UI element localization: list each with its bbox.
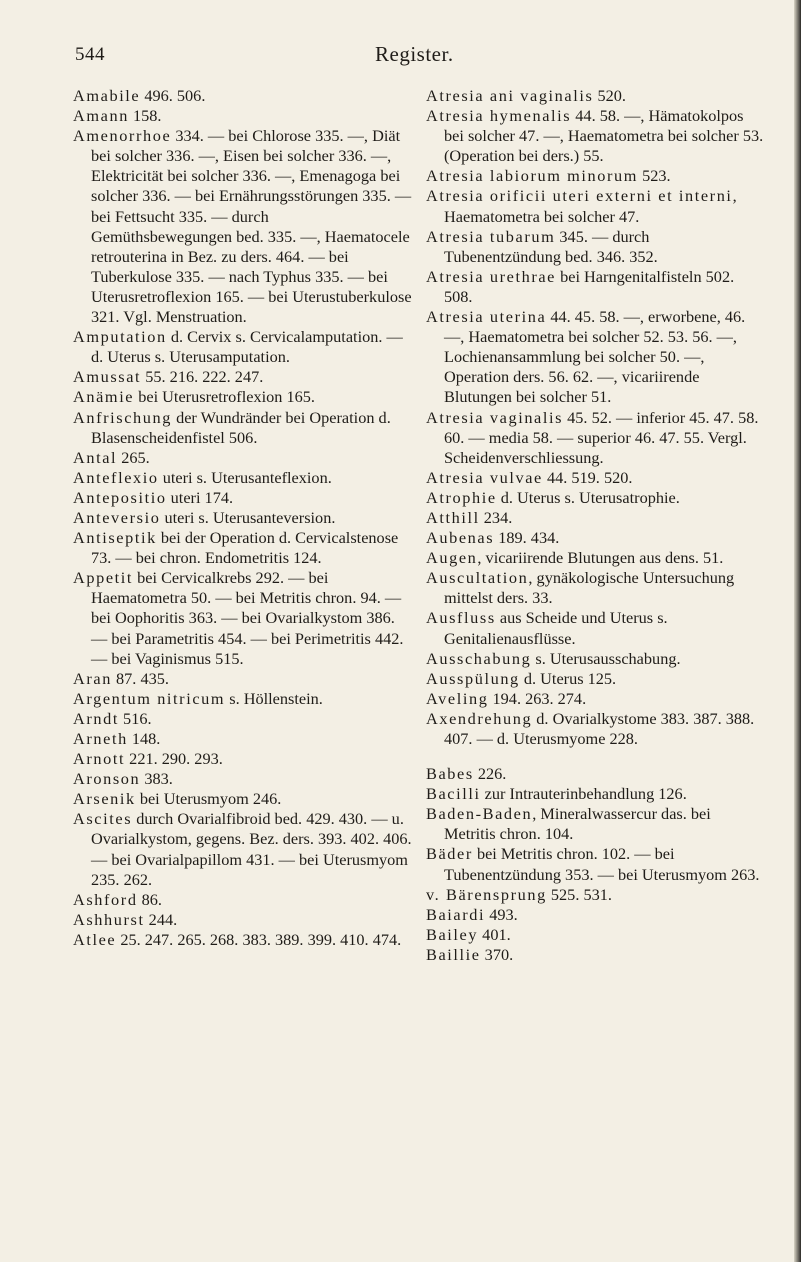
index-references: bei Metritis chron. 102. — bei Tubenentzündung 353. — bei Uterusmyom 263. [444, 844, 760, 884]
index-references: uteri s. Uterusanteversion. [160, 507, 336, 527]
index-entry [426, 86, 766, 106]
index-references: 516. [118, 708, 152, 728]
index-references: 86. [137, 889, 162, 909]
index-entry [73, 408, 413, 448]
index-term: Aveling [426, 688, 489, 708]
index-term: Atthill [426, 507, 480, 527]
index-entry [73, 528, 413, 568]
index-term: Atrophie [426, 487, 497, 507]
index-term: Arsenik [73, 789, 136, 809]
index-entry [73, 86, 413, 106]
index-term: Baiardi [426, 904, 486, 924]
index-term: Atresia ani vaginalis [426, 86, 594, 105]
index-entry [73, 387, 413, 407]
index-term: Atresia vaginalis [426, 407, 564, 427]
index-term: Atresia tubarum [426, 226, 556, 246]
index-entry [426, 508, 766, 528]
index-term: Ausfluss [426, 608, 496, 628]
index-references: 55. 216. 222. 247. [141, 367, 264, 387]
index-column-left [73, 86, 413, 950]
index-references: bei der Operation d. Cervicalstenose 73. — bei chron. Endometritis 124. [91, 528, 399, 568]
index-references: 44. 519. 520. [542, 467, 633, 487]
index-references: 189. 434. [494, 528, 560, 548]
index-entry [426, 186, 766, 226]
index-references: d. Uterus 125. [519, 668, 617, 688]
index-references: , gynäkologische Untersuchung mittelst ders. 33. [444, 568, 735, 608]
index-references: d. Cervix s. Cervicalamputation. — d. Uterus s. Uterusamputation. [91, 327, 403, 367]
page-edge-shadow [794, 0, 801, 1262]
index-entry [426, 166, 766, 186]
index-term: Bäder [426, 844, 473, 864]
index-entry [73, 789, 413, 809]
index-references: 345. — durch Tubenentzündung bed. 346. 352. [444, 226, 658, 266]
page-number: 544 [75, 44, 105, 65]
index-references: 244. [144, 909, 178, 929]
index-references: 493. [485, 904, 518, 924]
index-references: 194. 263. 274. [488, 688, 587, 708]
index-entry [426, 784, 766, 804]
index-entry [426, 488, 766, 508]
index-entry [426, 709, 766, 749]
index-references: , Haematometra bei solcher 47. [444, 186, 737, 226]
index-term: Bailey [426, 924, 479, 944]
index-references: 334. — bei Chlorose 335. —, Diät bei solcher 336. —, Eisen bei solcher 336. —, Elektricität bei solcher 336. —, Emenagoga bei solcher 336. — bei Ernährungsstörungen 335. — bei Fettsucht 335. — durch Gemüthsbewegungen bed. 335. —, Haematocele retrouterina in Bez. zu ders. 464. — bei Tuberkulose 335. — nach Typhus 335. — bei Uterusretroflexion 165. — bei Uterustuberkulose 321. Vgl. Menstruation. [91, 126, 412, 327]
index-references: zur Intrauterinbehandlung 126. [480, 784, 687, 804]
index-term: Ashhurst [73, 909, 145, 929]
index-entry [426, 408, 766, 468]
index-entry [426, 945, 766, 965]
index-references: bei Uterusretroflexion 165. [134, 387, 315, 407]
index-references: der Wundränder bei Operation d. Blasenscheidenfistel 506. [91, 407, 391, 447]
index-term: Axendrehung [426, 708, 533, 728]
index-references: uteri 174. [166, 487, 234, 507]
index-entry [73, 709, 413, 729]
index-references: 520. [593, 86, 626, 105]
index-term: Augen [426, 548, 478, 568]
index-references: 44. 45. 58. —, erworbene, 46. —, Haematometra bei solcher 52. 53. 56. —, Lochienansammlung bei solcher 50. —, Operation ders. 56. 62. —, vicariirende Blutungen bei solcher 51. [444, 307, 746, 407]
index-term: Ascites [73, 809, 133, 829]
index-references: aus Scheide und Uterus s. Genitalienausflüsse. [444, 608, 668, 648]
index-term: Atresia orificii uteri externi et interni [426, 186, 733, 206]
index-references: 401. [478, 924, 511, 944]
index-term: v. Bärensprung [426, 884, 547, 904]
index-entry [426, 608, 766, 648]
index-term: Amenorrhoe [73, 126, 172, 146]
index-references: bei Cervicalkrebs 292. — bei Haematometra 50. — bei Metritis chron. 94. — bei Oophoritis 363. — bei Ovarialkystom 386. — bei Parametritis 454. — bei Perimetritis 442. — bei Vaginismus 515. [91, 568, 404, 668]
index-term: Atresia labiorum minorum [426, 166, 639, 186]
index-references: 265. [117, 447, 150, 467]
index-entry [73, 367, 413, 387]
index-entry [73, 669, 413, 689]
index-entry [426, 468, 766, 488]
index-entry [73, 769, 413, 789]
index-entry [73, 106, 413, 126]
index-entry [426, 548, 766, 568]
index-entry [426, 227, 766, 267]
index-entry [73, 508, 413, 528]
index-entry [426, 905, 766, 925]
index-references: 221. 290. 293. [125, 749, 223, 769]
index-references: 148. [127, 729, 161, 748]
index-term: Atresia hymenalis [426, 106, 572, 126]
index-entry [426, 844, 766, 884]
index-references: uteri s. Uterusanteflexion. [158, 467, 332, 487]
index-entry [426, 267, 766, 307]
index-term: Amussat [73, 367, 142, 387]
page-heading: Register. [375, 42, 454, 66]
index-references: , vicariirende Blutungen aus dens. 51. [477, 548, 724, 568]
index-entry [426, 804, 766, 844]
index-entry [73, 568, 413, 668]
index-term: Baden-Baden [426, 804, 533, 824]
index-references: , Mineralwassercur das. bei Metritis chron. 104. [444, 804, 711, 844]
index-references: 44. 58. —, Hämatokolpos bei solcher 47. —, Haematometra bei solcher 53. (Operation bei ders.) 55. [444, 106, 764, 166]
index-term: Amann [73, 106, 129, 126]
index-term: Babes [426, 764, 474, 784]
index-references: s. Uterusausschabung. [531, 648, 681, 668]
index-entry [426, 106, 766, 166]
index-term: Ausschabung [426, 648, 532, 668]
index-entry [73, 910, 413, 930]
index-references: 525. 531. [546, 884, 612, 904]
index-entry [426, 669, 766, 689]
index-term: Baillie [426, 944, 481, 964]
index-entry [73, 327, 413, 367]
index-term: Aubenas [426, 528, 495, 548]
index-entry [426, 925, 766, 945]
index-references: 158. [128, 106, 162, 126]
index-references: 226. [473, 764, 507, 784]
index-term: Atresia vulvae [426, 467, 543, 487]
index-entry [73, 890, 413, 910]
index-entry [73, 689, 413, 709]
index-references: bei Uterusmyom 246. [135, 789, 282, 809]
index-term: Aran [73, 668, 112, 688]
index-term: Atresia uterina [426, 307, 547, 327]
index-term: Argentum nitricum [73, 688, 226, 708]
index-entry [73, 930, 413, 950]
index-references: 25. 247. 265. 268. 383. 389. 399. 410. 474. [116, 929, 402, 949]
index-references: 234. [479, 507, 513, 527]
index-entry [73, 448, 413, 468]
index-references: bei Harngenitalfisteln 502. 508. [444, 266, 735, 306]
page-header [0, 40, 801, 70]
index-references: 523. [638, 166, 671, 186]
index-term: Antepositio [73, 487, 167, 507]
index-term: Atresia urethrae [426, 266, 557, 286]
index-entry [426, 764, 766, 784]
index-entry [73, 468, 413, 488]
index-references: 383. [140, 769, 173, 789]
index-entry [426, 568, 766, 608]
index-references: 87. 435. [111, 668, 169, 688]
index-references: d. Uterus s. Uterusatrophie. [496, 487, 680, 507]
index-entry [426, 307, 766, 407]
index-term: Bacilli [426, 784, 481, 804]
index-term: Antal [73, 447, 118, 467]
index-term: Amputation [73, 327, 167, 347]
index-references: 496. 506. [140, 86, 206, 105]
index-entry [73, 488, 413, 508]
index-term: Anämie [73, 387, 135, 407]
index-term: Aronson [73, 769, 141, 789]
index-column-right [426, 86, 766, 965]
index-entry [73, 749, 413, 769]
index-term: Arneth [73, 729, 128, 748]
index-entry [73, 809, 413, 889]
index-references: s. Höllenstein. [225, 688, 323, 708]
index-entry [426, 528, 766, 548]
index-term: Arndt [73, 708, 119, 728]
index-term: Ausspülung [426, 668, 520, 688]
index-term: Amabile [73, 86, 141, 105]
index-term: Antiseptik [73, 528, 157, 548]
index-term: Ashford [73, 889, 138, 909]
index-references: 45. 52. — inferior 45. 47. 58. 60. — media 58. — superior 46. 47. 55. Vergl. Scheidenverschliessung. [444, 407, 759, 467]
index-references: 370. [480, 944, 514, 964]
index-references: durch Ovarialfibroid bed. 429. 430. — u. Ovarialkystom, gegens. Bez. ders. 393. 402. 406. — bei Ovarialpapillom 431. — bei Uterusmyom 235. 262. [91, 809, 412, 889]
index-term: Anteversio [73, 507, 161, 527]
index-references: d. Ovarialkystome 383. 387. 388. 407. — d. Uterusmyome 228. [444, 708, 755, 748]
index-term: Anfrischung [73, 407, 172, 427]
index-term: Anteflexio [73, 467, 159, 487]
index-term: Atlee [73, 929, 117, 949]
index-entry [426, 649, 766, 669]
index-entry [73, 729, 413, 749]
index-term: Appetit [73, 568, 134, 588]
index-entry [426, 689, 766, 709]
index-term: Arnott [73, 749, 126, 769]
index-term: Auscultation [426, 568, 529, 588]
index-entry [73, 126, 413, 327]
index-entry [426, 885, 766, 905]
